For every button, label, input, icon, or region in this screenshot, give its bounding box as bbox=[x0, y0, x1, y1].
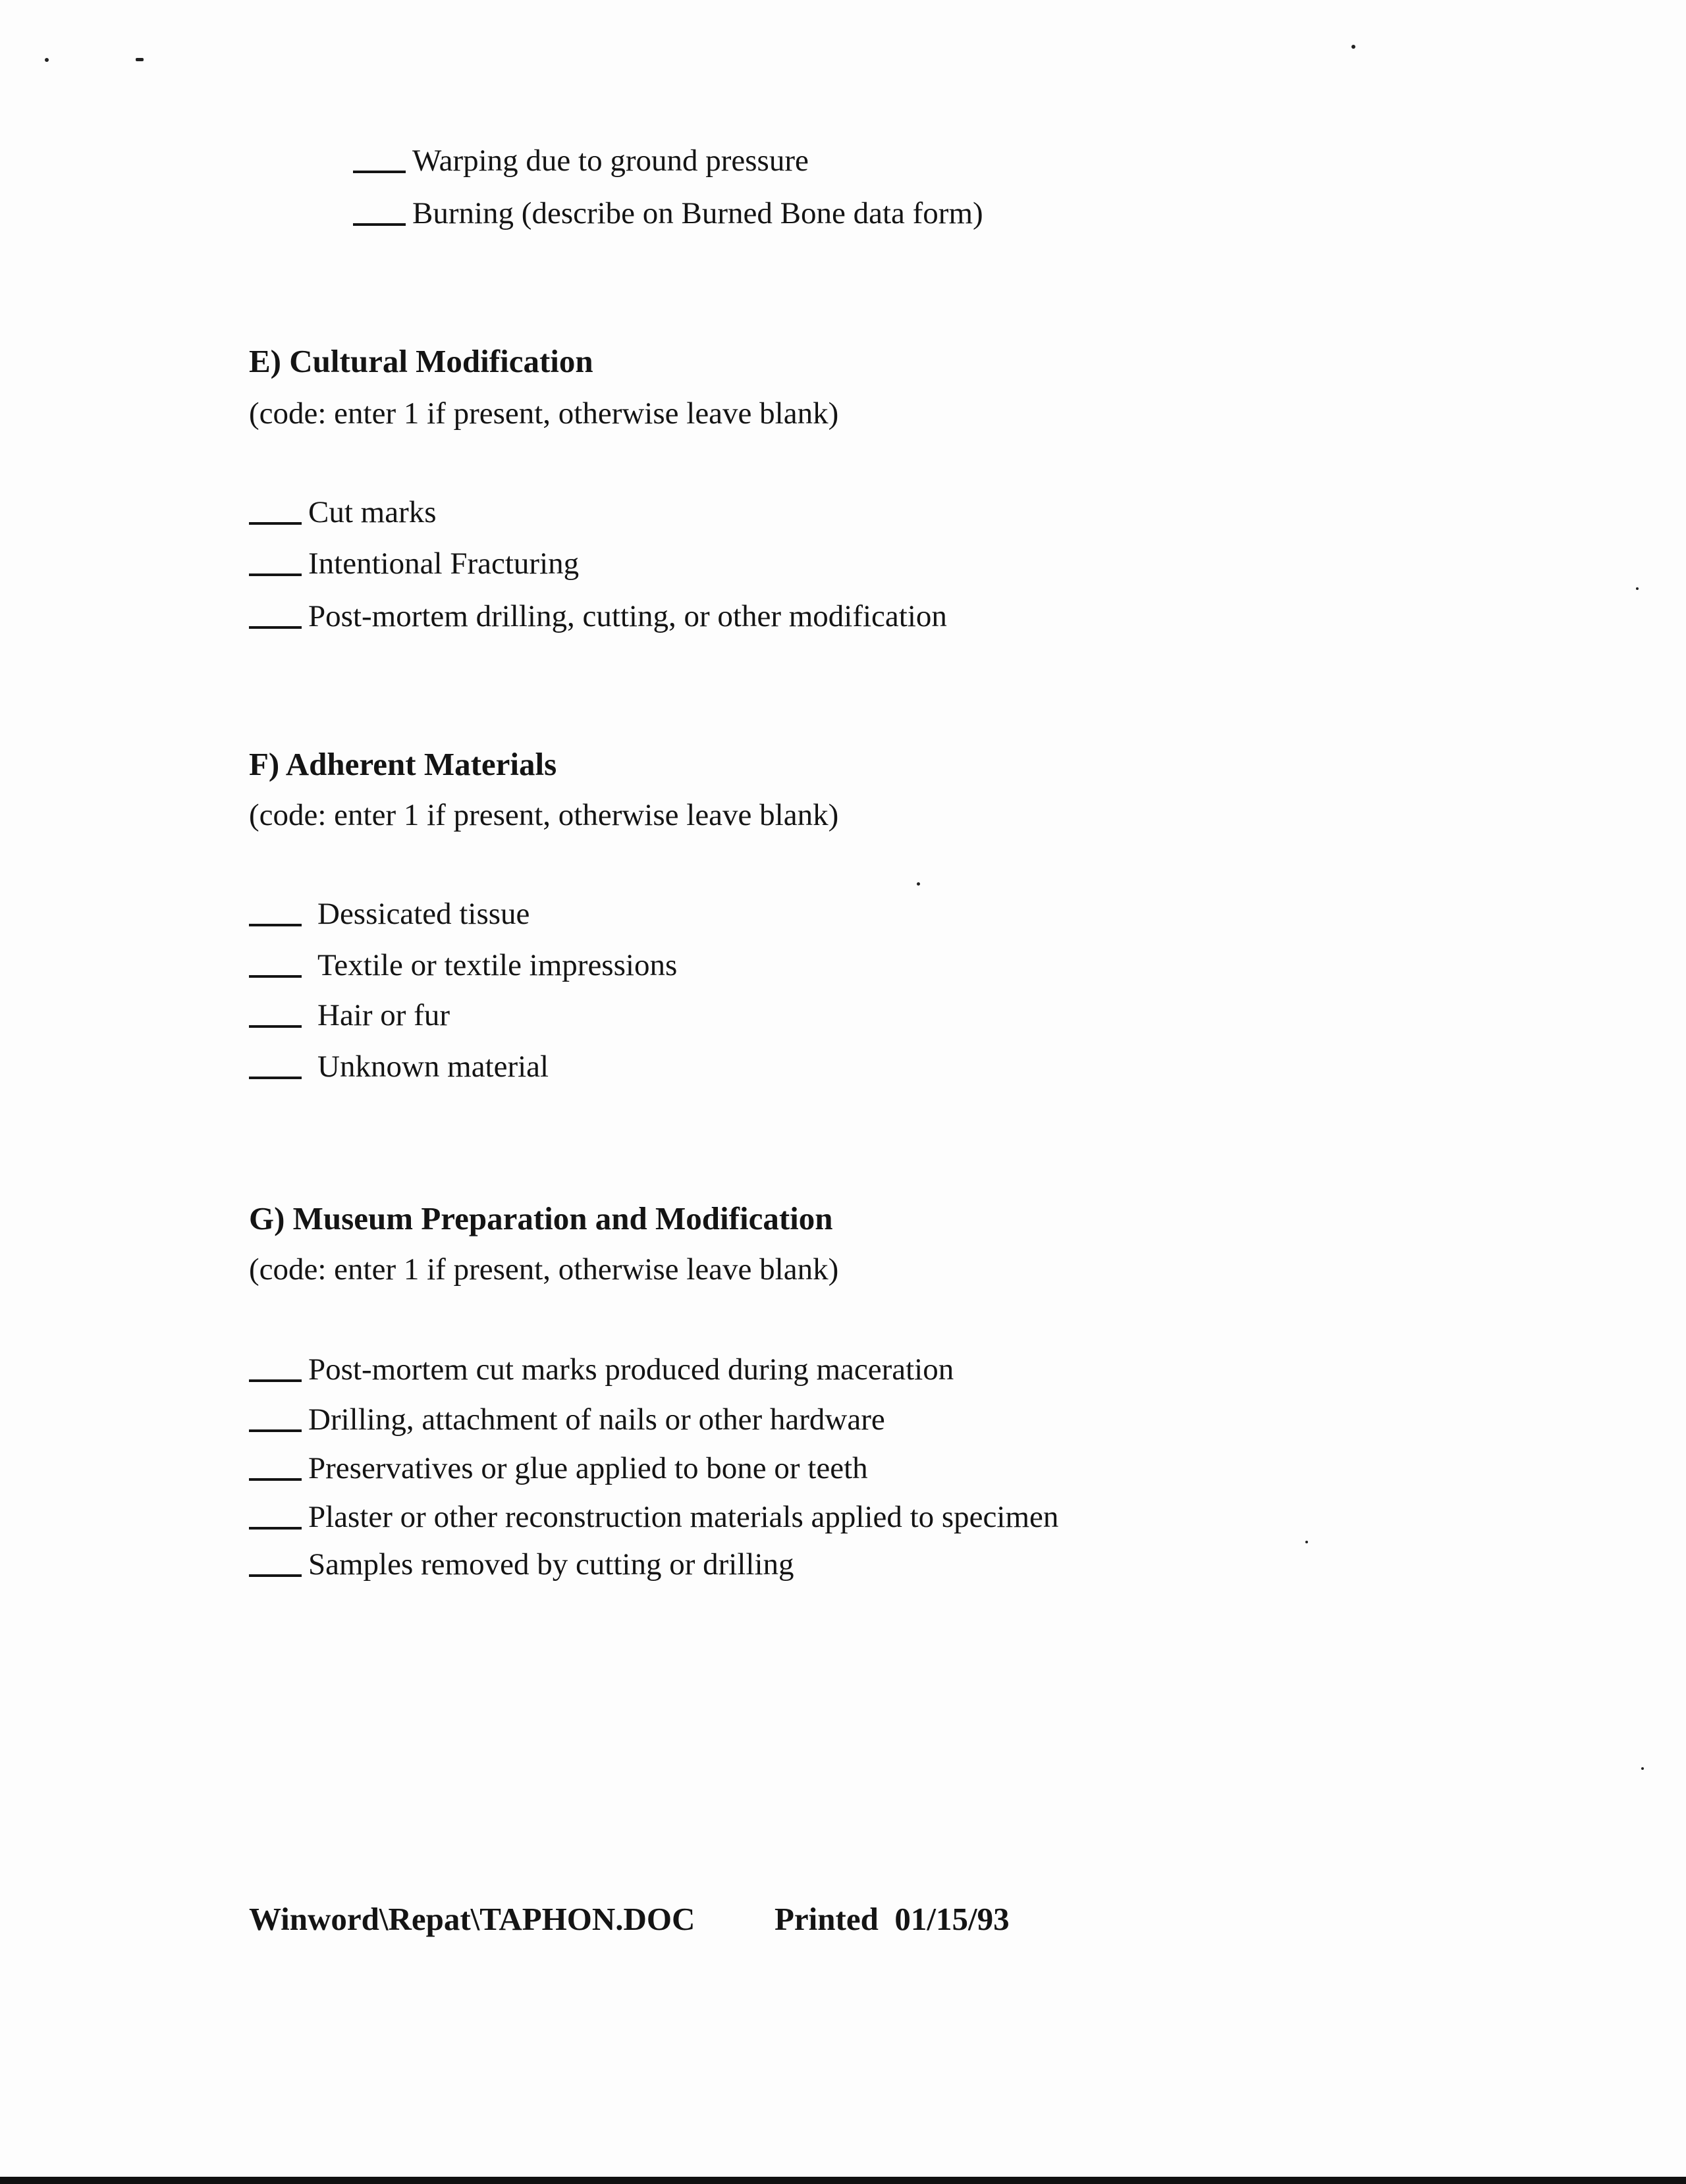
checklist-item-samples-removed bbox=[249, 1546, 794, 1583]
checklist-item-intentional-fracturing bbox=[249, 545, 579, 582]
scan-speck bbox=[45, 58, 49, 62]
section-e-heading: E) Cultural Modification bbox=[249, 343, 593, 379]
checklist-item-warping bbox=[353, 142, 809, 179]
scan-bottom-edge bbox=[0, 2177, 1686, 2184]
section-g-code-note: (code: enter 1 if present, otherwise leave blank) bbox=[249, 1252, 839, 1287]
scan-speck bbox=[1351, 45, 1355, 49]
item-label: Samples removed by cutting or drilling bbox=[308, 1547, 794, 1582]
section-f-heading: F) Adherent Materials bbox=[249, 746, 557, 782]
item-label: Unknown material bbox=[317, 1050, 549, 1084]
item-label: Warping due to ground pressure bbox=[412, 144, 809, 178]
section-g-heading: G) Museum Preparation and Modification bbox=[249, 1200, 833, 1237]
checklist-item-plaster bbox=[249, 1499, 1058, 1535]
entry-blank[interactable] bbox=[249, 1073, 302, 1079]
scan-speck bbox=[1305, 1541, 1308, 1543]
checklist-item-textile bbox=[249, 947, 677, 984]
checklist-item-burning bbox=[353, 195, 983, 232]
item-label: Post-mortem drilling, cutting, or other modification bbox=[308, 599, 947, 633]
checklist-item-preservatives bbox=[249, 1450, 868, 1487]
entry-blank[interactable] bbox=[249, 1375, 302, 1382]
section-f-code-note: (code: enter 1 if present, otherwise leave blank) bbox=[249, 798, 839, 832]
entry-blank[interactable] bbox=[249, 920, 302, 926]
footer-file-path: Winword\Repat\TAPHON.DOC bbox=[249, 1901, 695, 1937]
entry-blank[interactable] bbox=[353, 219, 406, 226]
entry-blank[interactable] bbox=[249, 518, 302, 525]
entry-blank[interactable] bbox=[249, 1425, 302, 1432]
checklist-item-drilling-hardware bbox=[249, 1401, 885, 1438]
item-label: Dessicated tissue bbox=[317, 897, 530, 931]
item-label: Cut marks bbox=[308, 495, 437, 529]
item-label: Drilling, attachment of nails or other hardware bbox=[308, 1402, 885, 1437]
entry-blank[interactable] bbox=[249, 971, 302, 978]
item-label: Textile or textile impressions bbox=[317, 948, 678, 982]
entry-blank[interactable] bbox=[249, 1474, 302, 1481]
section-e-code-note: (code: enter 1 if present, otherwise leave blank) bbox=[249, 396, 839, 431]
checklist-item-hair-or-fur bbox=[249, 997, 450, 1034]
checklist-item-maceration-cut-marks bbox=[249, 1351, 954, 1388]
item-label: Hair or fur bbox=[317, 998, 450, 1032]
checklist-item-unknown-material bbox=[249, 1048, 549, 1085]
entry-blank[interactable] bbox=[249, 1021, 302, 1028]
item-label: Intentional Fracturing bbox=[308, 546, 580, 581]
item-label: Preservatives or glue applied to bone or teeth bbox=[308, 1451, 868, 1485]
entry-blank[interactable] bbox=[353, 167, 406, 173]
checklist-item-dessicated-tissue bbox=[249, 895, 530, 932]
entry-blank[interactable] bbox=[249, 1523, 302, 1530]
item-label: Plaster or other reconstruction materials applied to specimen bbox=[308, 1500, 1059, 1534]
entry-blank[interactable] bbox=[249, 1570, 302, 1577]
scan-speck bbox=[1641, 1767, 1644, 1770]
footer-printed-date: Printed 01/15/93 bbox=[775, 1901, 1010, 1937]
scan-speck bbox=[1636, 587, 1639, 590]
entry-blank[interactable] bbox=[249, 622, 302, 629]
scan-speck bbox=[136, 58, 144, 61]
checklist-item-cut-marks bbox=[249, 494, 437, 531]
scan-speck bbox=[917, 882, 920, 886]
item-label: Burning (describe on Burned Bone data form) bbox=[412, 196, 983, 230]
item-label: Post-mortem cut marks produced during maceration bbox=[308, 1352, 954, 1387]
entry-blank[interactable] bbox=[249, 570, 302, 576]
checklist-item-post-mortem-drilling bbox=[249, 598, 947, 635]
